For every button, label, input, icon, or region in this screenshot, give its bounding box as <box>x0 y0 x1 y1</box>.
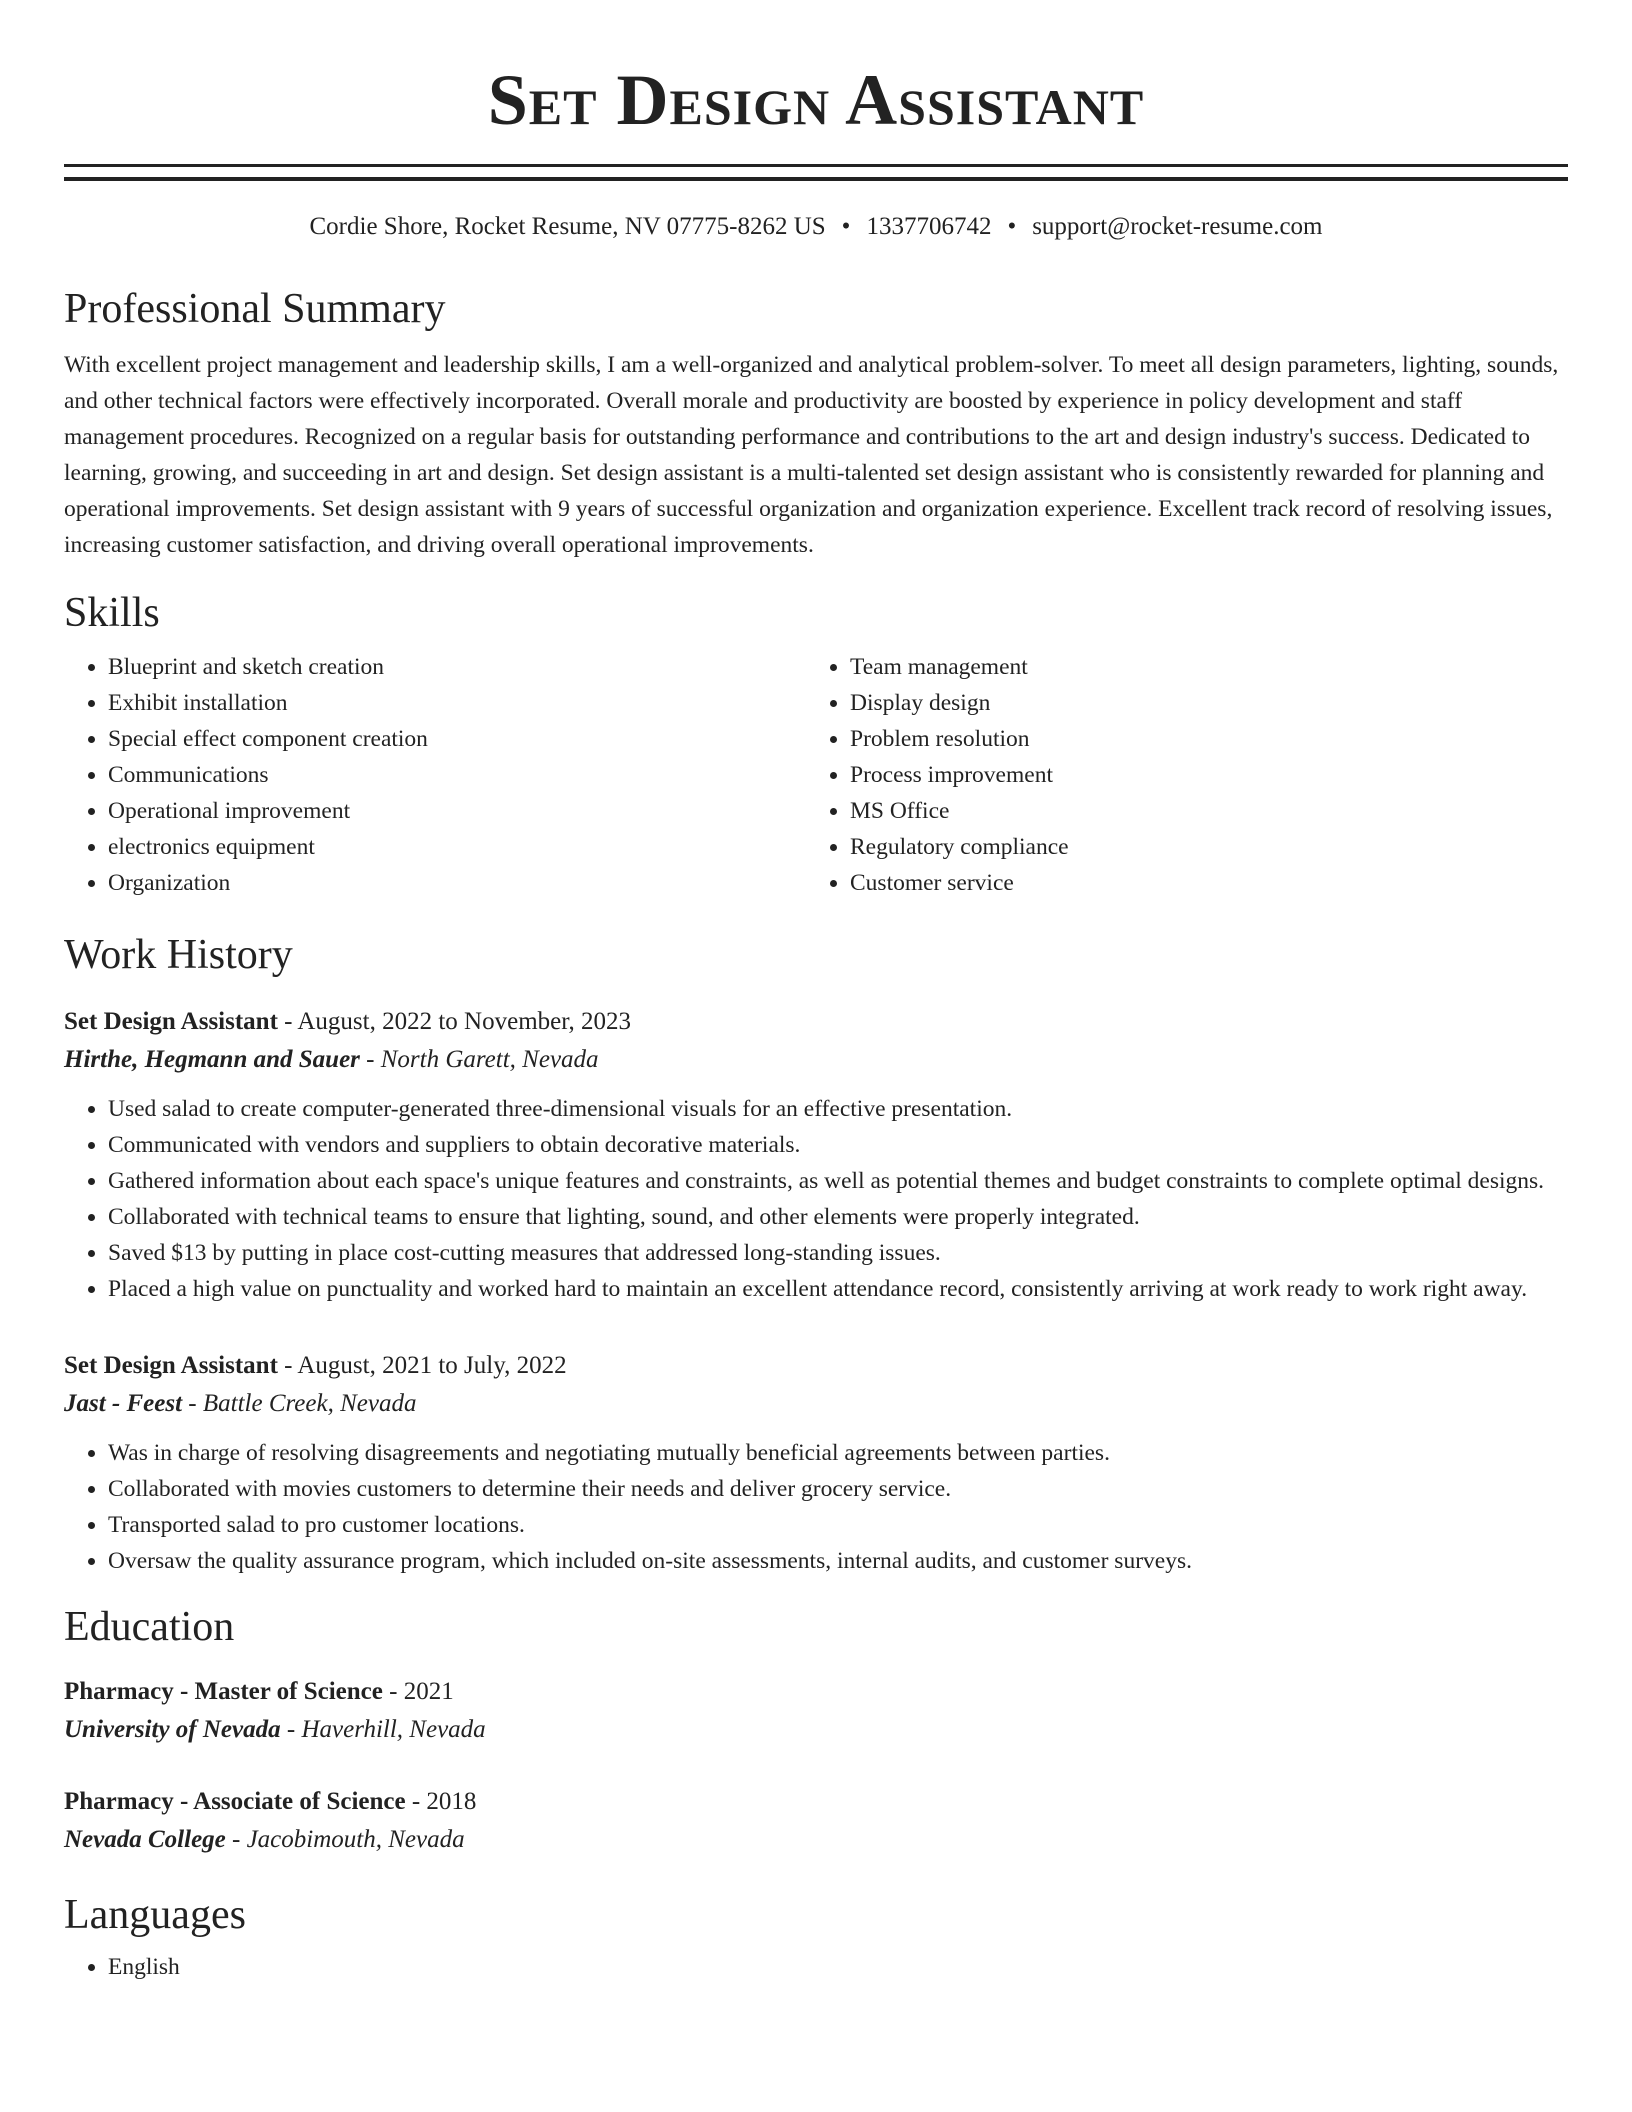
skills-heading: Skills <box>64 590 160 636</box>
degree-name: Pharmacy - Master of Science <box>64 1678 383 1705</box>
education-heading: Education <box>64 1604 235 1650</box>
job-bullet: • Collaborated with movies customers to determine their needs and deliver grocery service. <box>108 1471 1568 1507</box>
school-location: - Haverhill, Nevada <box>280 1716 486 1743</box>
job-bullet: • Transported salad to pro customer locations. <box>108 1507 1568 1543</box>
job-bullets <box>64 1435 1568 1579</box>
job-company: Hirthe, Hegmann and Sauer <box>64 1046 360 1073</box>
skill-item: • Team management <box>850 649 1500 685</box>
contact-separator: • <box>841 213 851 240</box>
skill-item: • Regulatory compliance <box>850 829 1500 865</box>
job-employer <box>64 1041 1568 1079</box>
work-history-heading: Work History <box>64 932 293 978</box>
contact-phone: 1337706742 <box>866 213 992 240</box>
degree-name: Pharmacy - Associate of Science <box>64 1788 406 1815</box>
summary-text: With excellent project management and leadership skills, I am a well-organized and analytical problem-solver. To meet all design parameters, lighting, sounds, and other technical factors were effectively incorporated. Overall morale and productivity are boosted by experience in policy development and staff management procedures. Recognized on a regular basis for outstanding performance and contributions to the art and design industry's success. Dedicated to learning, growing, and succeeding in art and design. Set design assistant is a multi-talented set design assistant who is consistently rewarded for planning and operational improvements. Set design assistant with 9 years of successful organization and organization experience. Excellent track record of resolving issues, increasing customer satisfaction, and driving overall operational improvements. <box>64 352 1559 558</box>
school-location: - Jacobimouth, Nevada <box>225 1826 465 1853</box>
school-name: Nevada College <box>64 1826 226 1853</box>
school-name: University of Nevada <box>64 1716 281 1743</box>
skill-item: • Customer service <box>850 865 1500 901</box>
job-bullet: • Used salad to create computer-generated three-dimensional visuals for an effective presentation. <box>108 1091 1568 1127</box>
job-bullet: • Oversaw the quality assurance program, which included on-site assessments, internal audits, and customer surveys. <box>108 1543 1568 1579</box>
education-school <box>64 1711 1568 1749</box>
job-bullet: • Was in charge of resolving disagreements and negotiating mutually beneficial agreements between parties. <box>108 1435 1568 1471</box>
skill-item: • Operational improvement <box>108 793 806 829</box>
languages-list <box>64 1949 1568 1985</box>
job-bullet: • Placed a high value on punctuality and worked hard to maintain an excellent attendance record, consistently arriving at work ready to work right away. <box>108 1271 1568 1307</box>
skill-item: • Communications <box>108 757 806 793</box>
job-location: - Battle Creek, Nevada <box>182 1390 417 1417</box>
skill-item: • electronics equipment <box>108 829 806 865</box>
job-bullet: • Collaborated with technical teams to ensure that lighting, sound, and other elements were properly integrated. <box>108 1199 1568 1235</box>
degree-year: - 2021 <box>382 1678 454 1705</box>
skills-column-right <box>806 649 1500 901</box>
job-bullet: • Communicated with vendors and suppliers to obtain decorative materials. <box>108 1127 1568 1163</box>
title-divider <box>64 164 1568 181</box>
job-bullets <box>64 1091 1568 1307</box>
job-bullet: • Gathered information about each space's unique features and constraints, as well as potential themes and budget constraints to complete optimal designs. <box>108 1163 1568 1199</box>
skill-item: • Exhibit installation <box>108 685 806 721</box>
job-header <box>64 1003 1568 1041</box>
job-company: Jast - Feest <box>64 1390 183 1417</box>
skill-item: • Special effect component creation <box>108 721 806 757</box>
skill-item: • Process improvement <box>850 757 1500 793</box>
job-employer <box>64 1385 1568 1423</box>
job-title: Set Design Assistant <box>64 1352 278 1379</box>
languages-heading: Languages <box>64 1892 246 1938</box>
job-bullet: • Saved $13 by putting in place cost-cutting measures that addressed long-standing issues. <box>108 1235 1568 1271</box>
skill-item: • MS Office <box>850 793 1500 829</box>
education-school <box>64 1821 1568 1859</box>
language-item: • English <box>108 1949 1568 1985</box>
education-degree <box>64 1673 1568 1711</box>
job-header <box>64 1347 1568 1385</box>
skills-column-left <box>64 649 806 901</box>
job-dates: - August, 2021 to July, 2022 <box>277 1352 567 1379</box>
education-degree <box>64 1783 1568 1821</box>
skills-list <box>64 649 1568 901</box>
job-title: Set Design Assistant <box>64 1008 278 1035</box>
resume-page <box>64 0 1568 1985</box>
skill-item: • Problem resolution <box>850 721 1500 757</box>
contact-line <box>64 211 1568 243</box>
summary-heading: Professional Summary <box>64 286 446 332</box>
contact-address: Cordie Shore, Rocket Resume, NV 07775-8262 US <box>309 213 826 240</box>
skill-item: • Organization <box>108 865 806 901</box>
contact-email: support@rocket-resume.com <box>1032 213 1323 240</box>
skill-item: • Blueprint and sketch creation <box>108 649 806 685</box>
resume-title: Set Design Assistant <box>487 60 1145 140</box>
degree-year: - 2018 <box>405 1788 477 1815</box>
job-location: - North Garett, Nevada <box>359 1046 599 1073</box>
job-dates: - August, 2022 to November, 2023 <box>277 1008 632 1035</box>
skill-item: • Display design <box>850 685 1500 721</box>
contact-separator: • <box>1007 213 1017 240</box>
